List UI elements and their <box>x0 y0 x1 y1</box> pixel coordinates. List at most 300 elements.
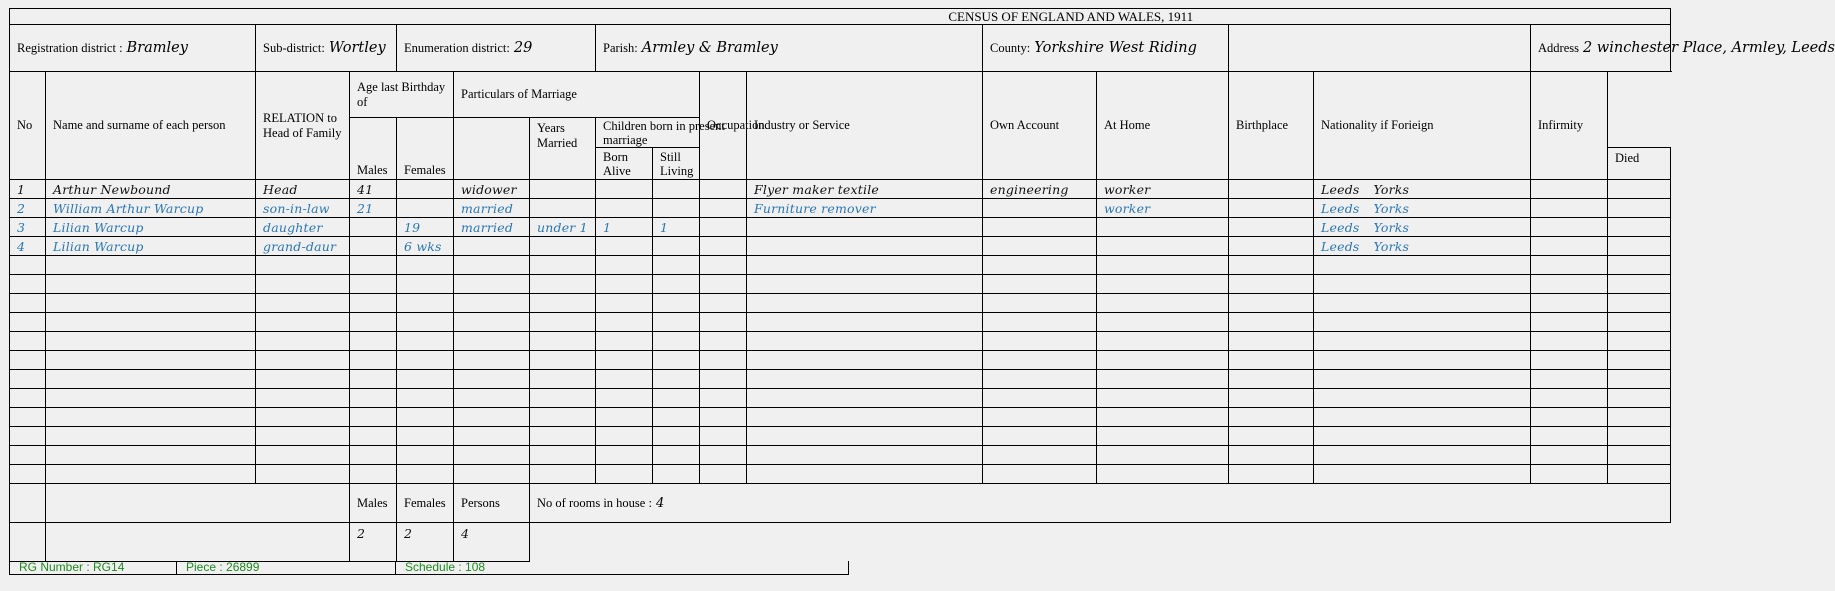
census-form <box>9 8 1835 562</box>
table-row <box>10 370 1671 389</box>
totals-blank-cell <box>10 523 46 562</box>
row-nationality <box>1531 294 1608 313</box>
header-still-living: Still Living <box>653 148 700 180</box>
row-born-alive <box>596 313 653 332</box>
row-industry <box>983 294 1097 313</box>
row-born-alive <box>596 294 653 313</box>
address: Address 2 winchester Place, Armley, Leeds <box>1531 25 1671 72</box>
birth-county: Yorks <box>1373 219 1410 235</box>
row-infirmity <box>1608 332 1671 351</box>
row-at-home <box>1229 446 1314 465</box>
row-age-female <box>397 199 454 218</box>
row-no <box>10 294 46 313</box>
row-marriage <box>454 427 530 446</box>
rooms-value: 4 <box>655 495 665 511</box>
row-infirmity <box>1608 446 1671 465</box>
row-died <box>700 313 747 332</box>
row-relation <box>256 313 350 332</box>
row-died <box>700 180 747 199</box>
row-relation: son-in-law <box>256 199 350 218</box>
header-infirmity: Infirmity <box>1531 72 1608 180</box>
row-age-male: 41 <box>350 180 397 199</box>
row-died <box>700 275 747 294</box>
row-name <box>46 446 256 465</box>
header-nationality: Nationality if Forieign <box>1314 72 1531 180</box>
row-age-male <box>350 465 397 484</box>
enumeration-district: Enumeration district: 29 <box>397 25 596 72</box>
row-at-home <box>1229 351 1314 370</box>
row-industry <box>983 370 1097 389</box>
row-industry <box>983 313 1097 332</box>
row-no <box>10 408 46 427</box>
header-own-account: Own Account <box>983 72 1097 180</box>
row-relation <box>256 351 350 370</box>
row-nationality <box>1531 408 1608 427</box>
row-occupation <box>747 313 983 332</box>
row-own-account <box>1097 351 1229 370</box>
row-born-alive <box>596 180 653 199</box>
row-nationality <box>1531 256 1608 275</box>
row-name <box>46 332 256 351</box>
header-marriage: Particulars of Marriage <box>454 72 700 118</box>
row-years-married <box>530 370 596 389</box>
row-no <box>10 465 46 484</box>
row-marriage <box>454 351 530 370</box>
row-name: Arthur Newbound <box>46 180 256 199</box>
row-still-living <box>653 427 700 446</box>
row-age-female <box>397 465 454 484</box>
row-name: Lilian Warcup <box>46 237 256 256</box>
row-marriage: married <box>454 199 530 218</box>
row-relation <box>256 408 350 427</box>
row-name <box>46 370 256 389</box>
header-no: No <box>10 72 46 180</box>
row-own-account <box>1097 313 1229 332</box>
row-age-male <box>350 408 397 427</box>
row-name <box>46 313 256 332</box>
row-birthplace <box>1314 180 1531 199</box>
row-born-alive <box>596 199 653 218</box>
row-infirmity <box>1608 180 1671 199</box>
totals-females-value: 2 <box>397 523 454 562</box>
row-years-married <box>530 446 596 465</box>
row-occupation <box>747 237 983 256</box>
row-at-home <box>1229 199 1314 218</box>
row-relation <box>256 275 350 294</box>
row-birthplace <box>1314 275 1531 294</box>
table-row <box>10 351 1671 370</box>
row-still-living <box>653 237 700 256</box>
row-age-female <box>397 256 454 275</box>
rg-number: RG Number : RG14 <box>10 561 177 575</box>
row-own-account <box>1097 294 1229 313</box>
row-infirmity <box>1608 237 1671 256</box>
rooms-label: No of rooms in house : <box>537 495 652 510</box>
row-no <box>10 389 46 408</box>
row-marriage <box>454 313 530 332</box>
row-age-female <box>397 180 454 199</box>
row-marriage <box>454 389 530 408</box>
header-at-home: At Home <box>1097 72 1229 180</box>
row-still-living <box>653 256 700 275</box>
row-name: Lilian Warcup <box>46 218 256 237</box>
row-died <box>700 408 747 427</box>
row-born-alive <box>596 446 653 465</box>
spacer-cell <box>1229 25 1531 72</box>
address-value: 2 winchester Place, Armley, Leeds <box>1582 39 1835 56</box>
registration-district-value: Bramley <box>126 39 188 56</box>
row-infirmity <box>1608 256 1671 275</box>
row-at-home <box>1229 275 1314 294</box>
row-relation <box>256 294 350 313</box>
row-relation <box>256 427 350 446</box>
row-own-account <box>1097 332 1229 351</box>
row-own-account <box>1097 408 1229 427</box>
row-died <box>700 465 747 484</box>
row-age-male <box>350 218 397 237</box>
row-age-male <box>350 294 397 313</box>
row-nationality <box>1531 237 1608 256</box>
piece-number: Piece : 26899 <box>177 561 396 575</box>
row-occupation <box>747 256 983 275</box>
row-occupation <box>747 427 983 446</box>
row-relation: grand-daur <box>256 237 350 256</box>
row-occupation <box>747 332 983 351</box>
row-infirmity <box>1608 275 1671 294</box>
row-own-account <box>1097 389 1229 408</box>
row-name <box>46 427 256 446</box>
row-industry: engineering <box>983 180 1097 199</box>
row-born-alive <box>596 237 653 256</box>
row-at-home <box>1229 408 1314 427</box>
row-age-female <box>397 351 454 370</box>
totals-persons-value: 4 <box>454 523 530 562</box>
row-born-alive <box>596 351 653 370</box>
row-age-male <box>350 370 397 389</box>
row-own-account <box>1097 370 1229 389</box>
row-industry <box>983 256 1097 275</box>
totals-value-row <box>10 523 1671 562</box>
row-died <box>700 332 747 351</box>
row-age-male <box>350 446 397 465</box>
row-own-account: worker <box>1097 199 1229 218</box>
row-age-female <box>397 332 454 351</box>
row-nationality <box>1531 313 1608 332</box>
birth-town: Leeds <box>1321 181 1360 197</box>
header-born-alive: Born Alive <box>596 148 653 180</box>
row-at-home <box>1229 294 1314 313</box>
row-years-married <box>530 389 596 408</box>
footer-reference <box>9 561 849 575</box>
row-died <box>700 218 747 237</box>
parish-value: Armley & Bramley <box>641 39 778 56</box>
header-died: Died <box>1608 148 1671 180</box>
header-children: Children born in present marriage <box>596 118 747 148</box>
totals-blank-cell <box>46 523 350 562</box>
totals-blank-cell <box>530 523 1671 562</box>
header-males: Males <box>350 118 397 180</box>
row-still-living <box>653 446 700 465</box>
header-females: Females <box>397 118 454 180</box>
row-industry <box>983 275 1097 294</box>
row-infirmity <box>1608 218 1671 237</box>
row-born-alive <box>596 389 653 408</box>
row-no: 4 <box>10 237 46 256</box>
row-marriage <box>454 332 530 351</box>
sub-district-value: Wortley <box>328 39 386 56</box>
row-years-married <box>530 237 596 256</box>
row-birthplace <box>1314 370 1531 389</box>
header-occupation: Occupation <box>700 72 747 180</box>
row-name <box>46 465 256 484</box>
row-occupation <box>747 389 983 408</box>
row-marriage <box>454 275 530 294</box>
totals-persons-label: Persons <box>454 484 530 523</box>
table-row <box>10 218 1671 237</box>
row-infirmity <box>1608 294 1671 313</box>
row-occupation <box>747 408 983 427</box>
row-age-male <box>350 275 397 294</box>
table-row <box>10 446 1671 465</box>
row-born-alive <box>596 465 653 484</box>
county-value: Yorkshire West Riding <box>1034 39 1197 56</box>
row-age-female <box>397 446 454 465</box>
row-occupation <box>747 465 983 484</box>
row-age-male <box>350 389 397 408</box>
row-industry <box>983 332 1097 351</box>
row-marriage: widower <box>454 180 530 199</box>
table-row <box>10 275 1671 294</box>
row-no <box>10 332 46 351</box>
table-row <box>10 199 1671 218</box>
row-own-account <box>1097 446 1229 465</box>
row-relation: daughter <box>256 218 350 237</box>
row-marriage <box>454 465 530 484</box>
row-birthplace <box>1314 294 1531 313</box>
row-at-home <box>1229 313 1314 332</box>
row-marriage <box>454 237 530 256</box>
totals-males-value: 2 <box>350 523 397 562</box>
table-row <box>10 256 1671 275</box>
row-no <box>10 256 46 275</box>
row-name <box>46 294 256 313</box>
row-age-male <box>350 256 397 275</box>
row-industry <box>983 199 1097 218</box>
row-still-living <box>653 351 700 370</box>
row-own-account <box>1097 275 1229 294</box>
row-age-male <box>350 427 397 446</box>
row-nationality <box>1531 465 1608 484</box>
row-marriage: married <box>454 218 530 237</box>
form-title: CENSUS OF ENGLAND AND WALES, 1911 <box>10 9 1671 25</box>
totals-label-row <box>10 484 1671 523</box>
enumeration-district-value: 29 <box>513 39 533 56</box>
row-at-home <box>1229 465 1314 484</box>
row-died <box>700 427 747 446</box>
row-no: 1 <box>10 180 46 199</box>
birth-county: Yorks <box>1373 200 1410 216</box>
row-birthplace <box>1314 351 1531 370</box>
row-industry <box>983 237 1097 256</box>
table-row <box>10 294 1671 313</box>
rooms-cell <box>530 484 1671 523</box>
row-industry <box>983 446 1097 465</box>
row-industry <box>983 389 1097 408</box>
row-industry <box>983 408 1097 427</box>
row-years-married: under 1 <box>530 218 596 237</box>
row-own-account <box>1097 427 1229 446</box>
row-marriage <box>454 370 530 389</box>
row-infirmity <box>1608 351 1671 370</box>
row-at-home <box>1229 332 1314 351</box>
row-died <box>700 256 747 275</box>
row-birthplace <box>1314 465 1531 484</box>
row-relation <box>256 256 350 275</box>
row-relation <box>256 370 350 389</box>
header-birthplace: Birthplace <box>1229 72 1314 180</box>
table-row <box>10 313 1671 332</box>
table-row <box>10 465 1671 484</box>
row-age-female <box>397 389 454 408</box>
row-no <box>10 370 46 389</box>
row-relation <box>256 465 350 484</box>
row-at-home <box>1229 427 1314 446</box>
row-name <box>46 389 256 408</box>
parish: Parish: Armley & Bramley <box>596 25 983 72</box>
row-at-home <box>1229 180 1314 199</box>
row-own-account <box>1097 256 1229 275</box>
row-still-living: 1 <box>653 218 700 237</box>
person-rows <box>10 180 1671 484</box>
row-still-living <box>653 313 700 332</box>
row-years-married <box>530 465 596 484</box>
row-died <box>700 446 747 465</box>
row-own-account: worker <box>1097 180 1229 199</box>
row-born-alive <box>596 427 653 446</box>
row-occupation <box>747 218 983 237</box>
header-marriage-condition <box>454 118 530 180</box>
row-birthplace <box>1314 332 1531 351</box>
row-still-living <box>653 332 700 351</box>
row-industry <box>983 465 1097 484</box>
table-row <box>10 332 1671 351</box>
row-years-married <box>530 427 596 446</box>
table-row <box>10 180 1671 199</box>
birth-town: Leeds <box>1321 219 1360 235</box>
row-years-married <box>530 256 596 275</box>
row-birthplace <box>1314 256 1531 275</box>
row-birthplace <box>1314 446 1531 465</box>
row-birthplace <box>1314 389 1531 408</box>
row-occupation <box>747 351 983 370</box>
row-still-living <box>653 199 700 218</box>
row-at-home <box>1229 218 1314 237</box>
row-birthplace <box>1314 237 1531 256</box>
row-died <box>700 389 747 408</box>
header-years-married: Years Married <box>530 118 596 180</box>
header-relation: RELATION to Head of Family <box>256 72 350 180</box>
row-age-female <box>397 275 454 294</box>
row-age-male: 21 <box>350 199 397 218</box>
row-years-married <box>530 275 596 294</box>
row-marriage <box>454 446 530 465</box>
row-birthplace <box>1314 199 1531 218</box>
row-still-living <box>653 370 700 389</box>
row-at-home <box>1229 370 1314 389</box>
registration-district: Registration district : Bramley <box>10 25 256 72</box>
row-died <box>700 237 747 256</box>
sub-district: Sub-district: Wortley <box>256 25 397 72</box>
row-at-home <box>1229 237 1314 256</box>
row-years-married <box>530 180 596 199</box>
row-still-living <box>653 294 700 313</box>
row-still-living <box>653 275 700 294</box>
row-born-alive: 1 <box>596 218 653 237</box>
row-age-male <box>350 237 397 256</box>
row-nationality <box>1531 370 1608 389</box>
header-age: Age last Birthday of <box>350 72 454 118</box>
row-infirmity <box>1608 313 1671 332</box>
row-nationality <box>1531 389 1608 408</box>
row-infirmity <box>1608 408 1671 427</box>
row-infirmity <box>1608 199 1671 218</box>
header-name: Name and surname of each person <box>46 72 256 180</box>
row-age-female <box>397 370 454 389</box>
row-industry <box>983 351 1097 370</box>
row-nationality <box>1531 351 1608 370</box>
row-own-account <box>1097 465 1229 484</box>
row-died <box>700 199 747 218</box>
birth-town: Leeds <box>1321 200 1360 216</box>
row-marriage <box>454 256 530 275</box>
row-occupation <box>747 446 983 465</box>
birth-town: Leeds <box>1321 238 1360 254</box>
row-nationality <box>1531 332 1608 351</box>
header-industry: Industry or Service <box>747 72 983 180</box>
row-name <box>46 256 256 275</box>
row-still-living <box>653 180 700 199</box>
row-born-alive <box>596 370 653 389</box>
row-nationality <box>1531 218 1608 237</box>
row-marriage <box>454 408 530 427</box>
totals-females-label: Females <box>397 484 454 523</box>
row-industry <box>983 218 1097 237</box>
county: County: Yorkshire West Riding <box>983 25 1229 72</box>
row-age-female <box>397 294 454 313</box>
birth-county: Yorks <box>1373 181 1410 197</box>
row-relation: Head <box>256 180 350 199</box>
table-row <box>10 427 1671 446</box>
row-no <box>10 313 46 332</box>
row-at-home <box>1229 389 1314 408</box>
row-years-married <box>530 351 596 370</box>
row-age-female <box>397 427 454 446</box>
row-name: William Arthur Warcup <box>46 199 256 218</box>
row-nationality <box>1531 180 1608 199</box>
totals-blank-cell <box>10 484 46 523</box>
row-at-home <box>1229 256 1314 275</box>
totals-males-label: Males <box>350 484 397 523</box>
row-died <box>700 370 747 389</box>
row-nationality <box>1531 275 1608 294</box>
row-age-female <box>397 408 454 427</box>
row-relation <box>256 446 350 465</box>
table-row <box>10 237 1671 256</box>
row-born-alive <box>596 256 653 275</box>
row-no: 2 <box>10 199 46 218</box>
row-occupation <box>747 294 983 313</box>
row-infirmity <box>1608 465 1671 484</box>
